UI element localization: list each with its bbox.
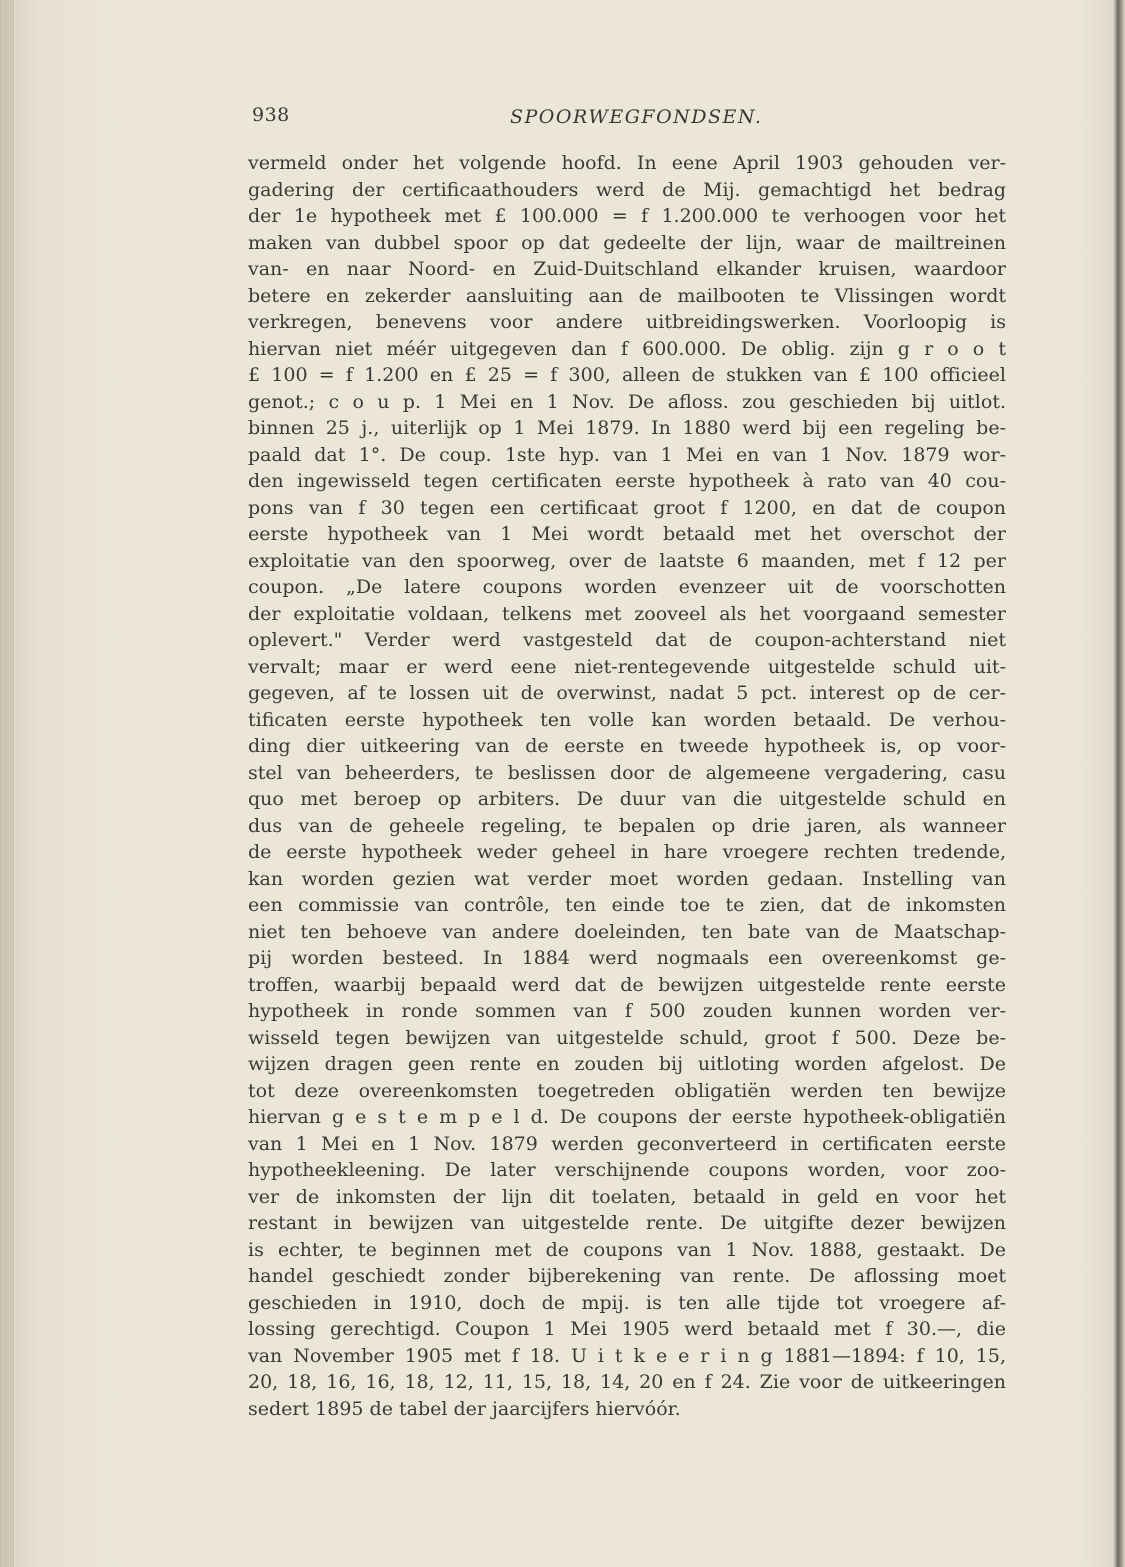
- text-line: exploitatie van den spoorweg, over de laatste 6 maanden, met f 12 per: [248, 549, 1006, 572]
- text-line: coupon. „De latere coupons worden evenzeer uit de voorschotten: [248, 576, 1006, 598]
- text-line: der 1e hypotheek met £ 100.000 = f 1.200.000 te verhoogen voor het: [248, 205, 1006, 227]
- text-line: vervalt; maar er werd eene niet-rentegevende uitgestelde schuld uit-: [248, 655, 1006, 678]
- text-line: betere en zekerder aansluiting aan de mailbooten te Vlissingen wordt: [248, 284, 1006, 307]
- text-line: troffen, waarbij bepaald werd dat de bewijzen uitgestelde rente eerste: [248, 973, 1006, 996]
- text-line: ding dier uitkeering van de eerste en tweede hypotheek is, op voor-: [248, 735, 1006, 757]
- text-line: 20, 18, 16, 16, 18, 12, 11, 15, 18, 14, 20 en f 24. Zie voor de uitkeeringen: [248, 1371, 1006, 1393]
- text-line: quo met beroep op arbiters. De duur van die uitgestelde schuld en: [248, 788, 1006, 810]
- text-line: £ 100 = f 1.200 en £ 25 = f 300, alleen de stukken van £ 100 officieel: [248, 364, 1006, 386]
- text-line: dus van de geheele regeling, te bepalen op drie jaren, als wanneer: [248, 814, 1006, 837]
- text-line: der exploitatie voldaan, telkens met zooveel als het voorgaand semester: [248, 602, 1006, 625]
- text-line: binnen 25 j., uiterlijk op 1 Mei 1879. In 1880 werd bij een regeling be-: [248, 417, 1006, 439]
- text-line: tificaten eerste hypotheek ten volle kan worden betaald. De verhou-: [248, 708, 1006, 731]
- text-line: maken van dubbel spoor op dat gedeelte der lijn, waar de mailtreinen: [248, 231, 1006, 254]
- text-line: geschieden in 1910, doch de mpij. is ten alle tijde tot vroegere af-: [248, 1291, 1006, 1314]
- text-line: gegeven, af te lossen uit de overwinst, nadat 5 pct. interest op de cer-: [248, 682, 1006, 704]
- text-line: kan worden gezien wat verder moet worden gedaan. Instelling van: [248, 867, 1006, 890]
- running-head: SPOORWEGFONDSEN.: [510, 106, 763, 128]
- text-line: verkregen, benevens voor andere uitbreidingswerken. Voorloopig is: [248, 311, 1006, 333]
- text-line: vermeld onder het volgende hoofd. In eene April 1903 gehouden ver-: [248, 152, 1006, 174]
- text-line: wijzen dragen geen rente en zouden bij uitloting worden afgelost. De: [248, 1053, 1006, 1075]
- text-line: van- en naar Noord- en Zuid-Duitschland elkander kruisen, waardoor: [248, 258, 1006, 280]
- page-gutter: [0, 0, 14, 1567]
- page-number: 938: [252, 104, 290, 126]
- text-line: stel van beheerders, te beslissen door de algemeene vergadering, casu: [248, 761, 1006, 784]
- text-line: paald dat 1°. De coup. 1ste hyp. van 1 Mei en van 1 Nov. 1879 wor-: [248, 443, 1006, 466]
- text-line: pij worden besteed. In 1884 werd nogmaals een overeenkomst ge-: [248, 947, 1006, 969]
- text-line: gadering der certificaathouders werd de Mij. gemachtigd het bedrag: [248, 178, 1006, 201]
- text-line: van November 1905 met f 18. U i t k e e r i n g 1881—1894: f 10, 15,: [248, 1344, 1006, 1367]
- text-line: oplevert." Verder werd vastgesteld dat de coupon-achterstand niet: [248, 629, 1006, 651]
- page-header: [252, 104, 1012, 134]
- text-line: hypotheek in ronde sommen van f 500 zouden kunnen worden ver-: [248, 1000, 1006, 1022]
- text-line: tot deze overeenkomsten toegetreden obligatiën werden ten bewijze: [248, 1079, 1006, 1102]
- text-line: sedert 1895 de tabel der jaarcijfers hiervóór.: [248, 1397, 681, 1420]
- text-line: den ingewisseld tegen certificaten eerste hypotheek à rato van 40 cou-: [248, 470, 1006, 492]
- text-line: wisseld tegen bewijzen van uitgestelde schuld, groot f 500. Deze be-: [248, 1026, 1006, 1049]
- text-line: pons van f 30 tegen een certificaat groot f 1200, en dat de coupon: [248, 496, 1006, 519]
- text-line: eerste hypotheek van 1 Mei wordt betaald met het overschot der: [248, 523, 1006, 545]
- text-line: restant in bewijzen van uitgestelde rente. De uitgifte dezer bewijzen: [248, 1212, 1006, 1234]
- text-line: lossing gerechtigd. Coupon 1 Mei 1905 werd betaald met f 30.—, die: [248, 1318, 1006, 1340]
- text-line: hiervan g e s t e m p e l d. De coupons der eerste hypotheek-obligatiën: [248, 1106, 1006, 1128]
- text-line: ver de inkomsten der lijn dit toelaten, betaald in geld en voor het: [248, 1185, 1006, 1208]
- text-line: van 1 Mei en 1 Nov. 1879 werden geconverteerd in certificaten eerste: [248, 1132, 1006, 1155]
- text-line: de eerste hypotheek weder geheel in hare vroegere rechten tredende,: [248, 841, 1006, 863]
- text-line: niet ten behoeve van andere doeleinden, ten bate van de Maatschap-: [248, 920, 1006, 943]
- text-line: genot.; c o u p. 1 Mei en 1 Nov. De afloss. zou geschieden bij uitlot.: [248, 390, 1006, 413]
- body-text: [248, 150, 1006, 1422]
- text-line: is echter, te beginnen met de coupons van 1 Nov. 1888, gestaakt. De: [248, 1238, 1006, 1261]
- text-line: handel geschiedt zonder bijberekening van rente. De aflossing moet: [248, 1265, 1006, 1287]
- page-edge: [1113, 0, 1125, 1567]
- text-line: een commissie van contrôle, ten einde toe te zien, dat de inkomsten: [248, 894, 1006, 916]
- text-line: hiervan niet méér uitgegeven dan f 600.000. De oblig. zijn g r o o t: [248, 337, 1006, 360]
- text-line: hypotheekleening. De later verschijnende coupons worden, voor zoo-: [248, 1159, 1006, 1181]
